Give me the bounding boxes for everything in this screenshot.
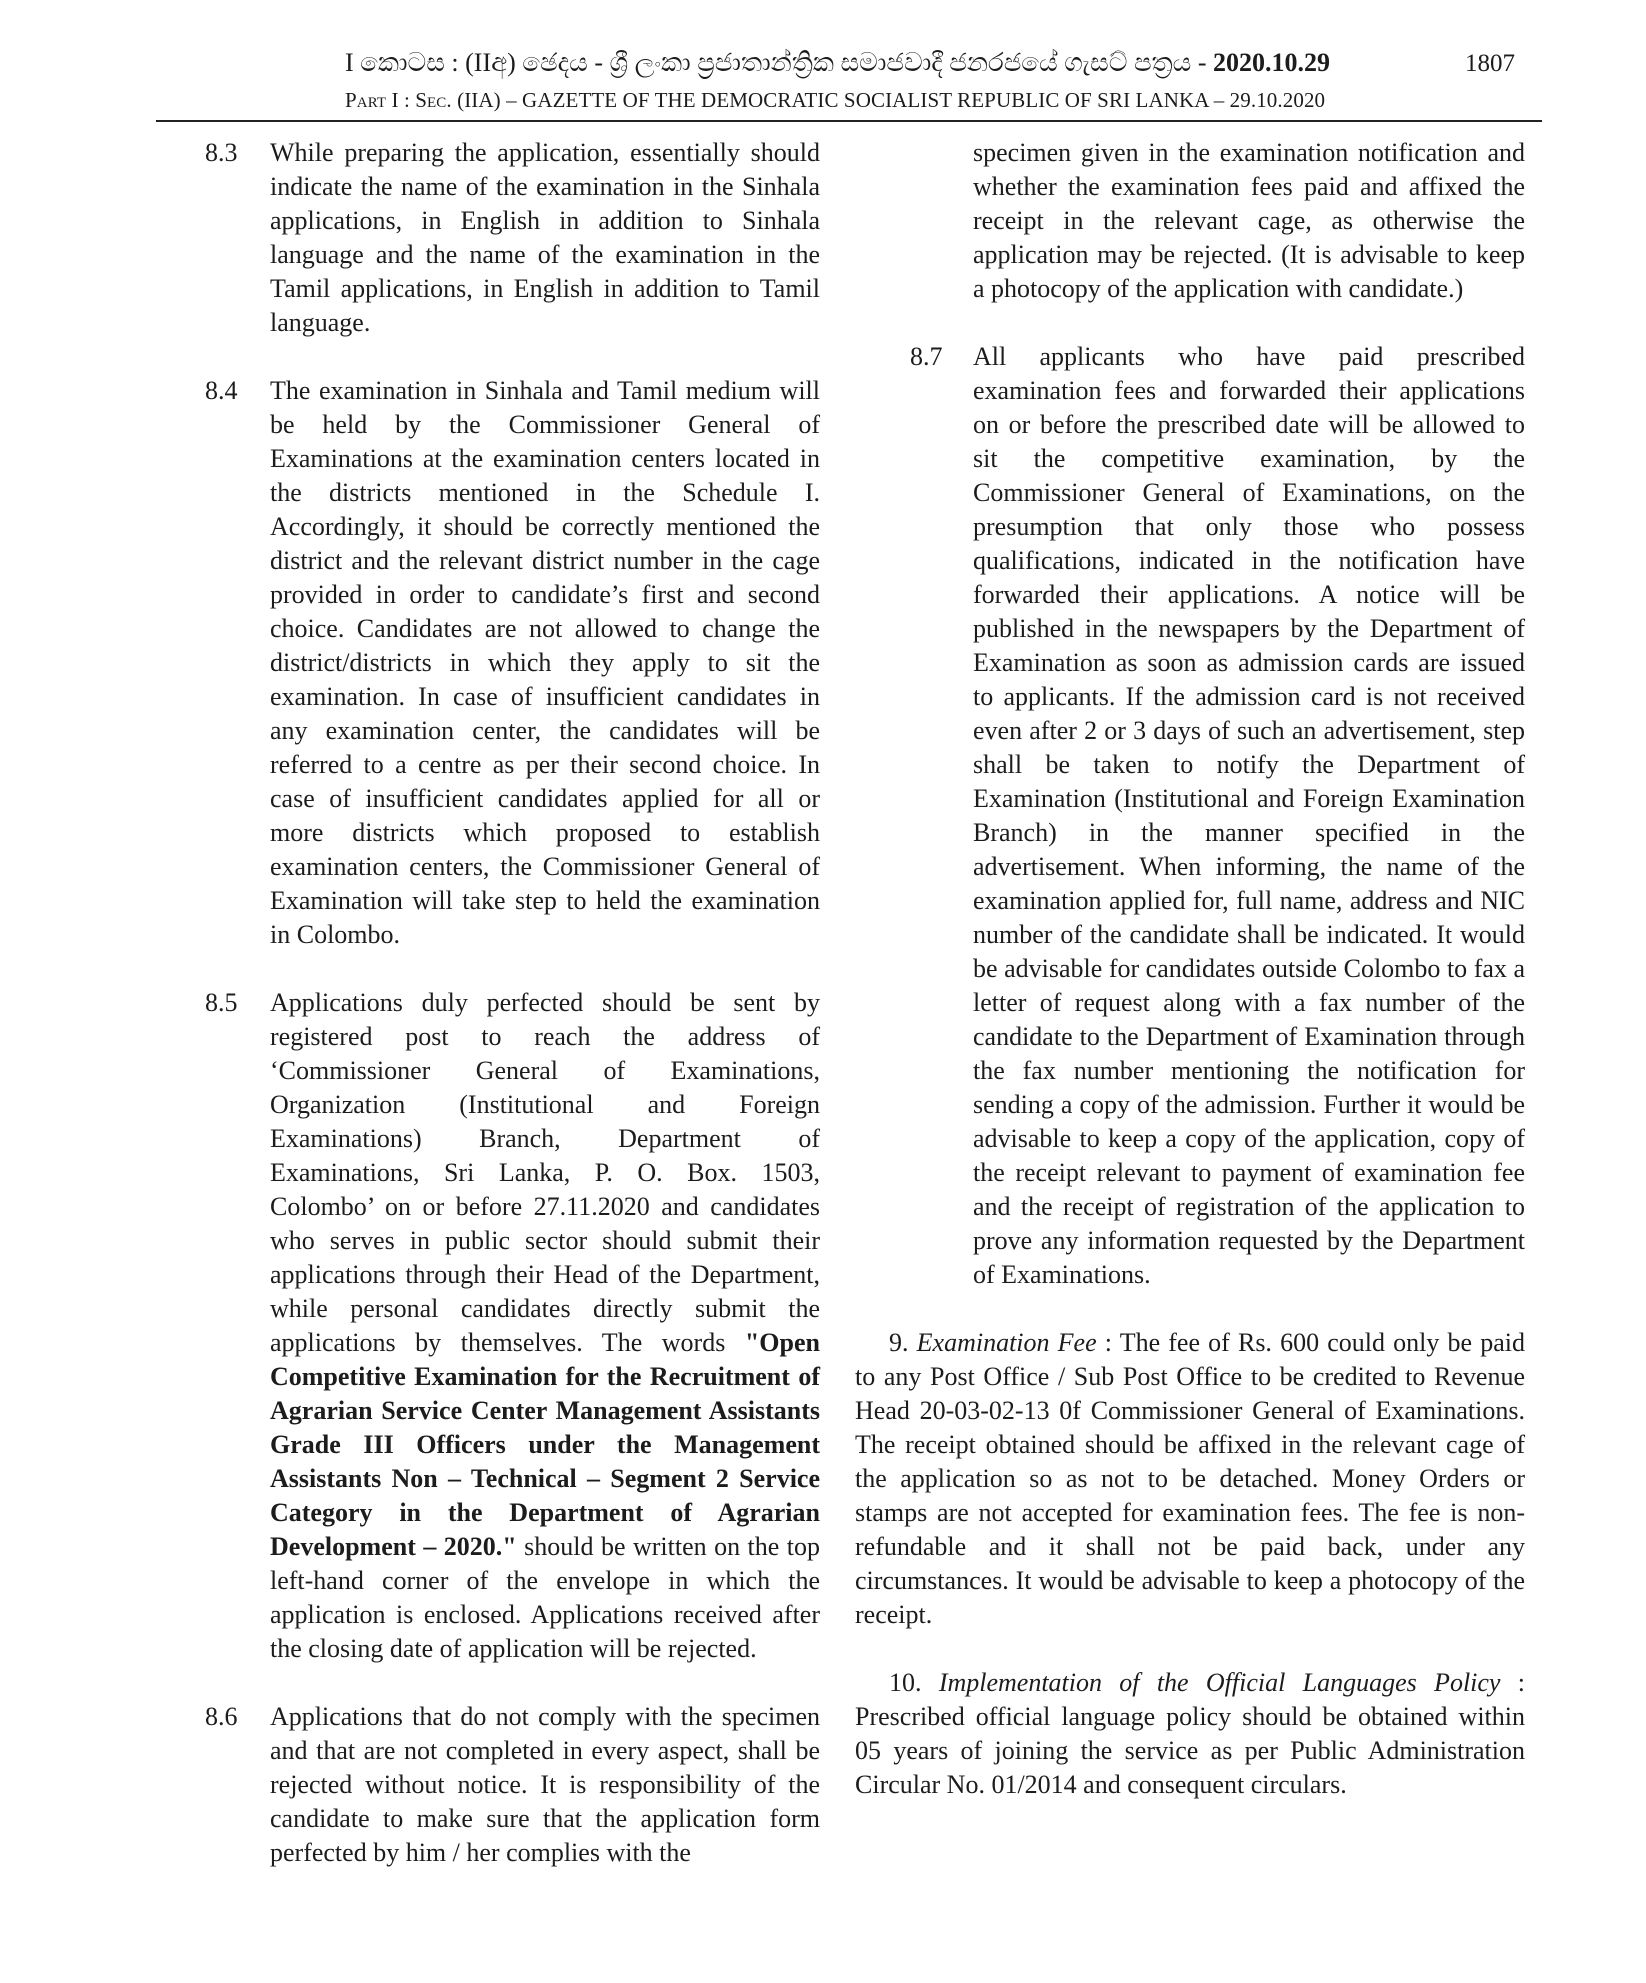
section-8-4: [205, 374, 820, 952]
section-number: 8.4: [205, 376, 238, 405]
section-heading: Implementation of the Official Languages Policy: [938, 1668, 1501, 1697]
section-number: 10.: [889, 1668, 922, 1697]
section-10-official-languages: [855, 1666, 1525, 1802]
section-number: 8.6: [205, 1702, 238, 1731]
section-9-examination-fee: [855, 1326, 1525, 1632]
header-sinhala-date: 2020.10.29: [1213, 48, 1331, 77]
envelope-title-bold: "Open Competitive Examination for the Recruitment of Agrarian Service Center Management Assistants Grade III Officers under the Management Assistants Non – Technical – Segment 2 Service Category in the Department of Agrarian Development – 2020.": [270, 1328, 820, 1561]
gazette-title: (IIA) – GAZETTE OF THE DEMOCRATIC SOCIALIST REPUBLIC OF SRI LANKA – 29.10.2020: [451, 88, 1326, 112]
section-text: [270, 986, 820, 1666]
section-number: 8.7: [910, 342, 943, 371]
section-text: All applicants who have paid prescribed examination fees and forwarded their applications on or before the prescribed date will be allowed to sit the competitive examination, by the Commissioner General of Examinations, on the presumption that only those who possess qualifications, indicated in the notification have forwarded their applications. A notice will be published in the newspapers by the Department of Examination as soon as admission cards are issued to applicants. If the admission card is not received even after 2 or 3 days of such an advertisement, step shall be taken to notify the Department of Examination (Institutional and Foreign Examination Branch) in the manner specified in the advertisement. When informing, the name of the examination applied for, full name, address and NIC number of the candidate shall be indicated. It would be advisable for candidates outside Colombo to fax a letter of request along with a fax number of the candidate to the Department of Examination through the fax number mentioning the notification for sending a copy of the admission. Further it would be advisable to keep a copy of the application, copy of the receipt relevant to payment of examination fee and the receipt of registration of the application to prove any information requested by the Department of Examinations.: [973, 342, 1525, 1289]
sec-label: Sec.: [415, 88, 452, 112]
part-label: Part: [345, 88, 387, 112]
section-text: Applications that do not comply with the specimen and that are not completed in every aspect, shall be rejected without notice. It is responsibility of the candidate to make sure that the application form perfected by him / her complies with the: [270, 1702, 820, 1867]
section-8-6-continued: specimen given in the examination notification and whether the examination fees paid and affixed the receipt in the relevant cage, as otherwise the application may be rejected. (It is advisable to keep a photocopy of the application with candidate.): [973, 138, 1525, 303]
section-heading: Examination Fee: [916, 1328, 1097, 1357]
section-text-part: Applications duly perfected should be sent by registered post to reach the address of ‘Commissioner General of Examinations, Organization (Institutional and Foreign Examinations) Branch, Department of Examinations, Sri Lanka, P. O. Box. 1503, Colombo’ on or before 27.11.2020 and candidates who serves in public sector should submit their applications through their Head of the Department, while personal candidates directly submit the applications by themselves. The words: [270, 988, 820, 1357]
left-column: [205, 136, 820, 1904]
gazette-header-english: [345, 88, 1415, 113]
section-8-7: [855, 340, 1525, 1292]
header-sinhala-text: I කොටස : (IIඅ) ඡෙදය - ශ්‍රී ලංකා ප්‍රජාතාන්ත්‍රික සමාජවාදී ජනරජයේ ගැසට් පත්‍රය -: [345, 48, 1214, 77]
heading-separator: :: [1500, 1668, 1525, 1697]
section-text: While preparing the application, essentially should indicate the name of the examination in the Sinhala applications, in English in addition to Sinhala language and the name of the examination in the Tamil applications, in English in addition to Tamil language.: [270, 138, 820, 337]
section-number: 8.3: [205, 138, 238, 167]
section-8-5: [205, 986, 820, 1666]
section-number: 9.: [889, 1328, 909, 1357]
section-number: 8.5: [205, 988, 238, 1017]
gazette-header-sinhala: [345, 48, 1415, 79]
section-text: The examination in Sinhala and Tamil medium will be held by the Commissioner General of Examinations at the examination centers located in the districts mentioned in the Schedule I. Accordingly, it should be correctly mentioned the district and the relevant district number in the cage provided in order to candidate’s first and second choice. Candidates are not allowed to change the district/districts in which they apply to sit the examination. In case of insufficient candidates in any examination center, the candidates will be referred to a centre as per their second choice. In case of insufficient candidates applied for all or more districts which proposed to establish examination centers, the Commissioner General of Examination will take step to held the examination in Colombo.: [270, 376, 820, 949]
section-text: Prescribed official language policy should be obtained within 05 years of joining the service as per Public Administration Circular No. 01/2014 and consequent circulars.: [855, 1702, 1525, 1799]
section-text-part: should be written on the top left-hand corner of the envelope in which the application is enclosed. Applications received after the closing date of application will be rejected.: [270, 1532, 820, 1663]
page-number: 1807: [1465, 50, 1515, 77]
section-8-6: [205, 1700, 820, 1870]
right-column: [855, 136, 1525, 1836]
section-text: The fee of Rs. 600 could only be paid to any Post Office / Sub Post Office to be credited to Revenue Head 20-03-02-13 0f Commissioner General of Examinations. The receipt obtained should be affixed in the relevant cage of the application so as not to be detached. Money Orders or stamps are not accepted for examination fees. The fee is non-refundable and it shall not be paid back, under any circumstances. It would be advisable to keep a photocopy of the receipt.: [855, 1328, 1525, 1629]
section-8-3: [205, 136, 820, 340]
heading-separator: :: [1096, 1328, 1120, 1357]
part-number: I :: [386, 88, 416, 112]
header-divider: [156, 120, 1542, 122]
